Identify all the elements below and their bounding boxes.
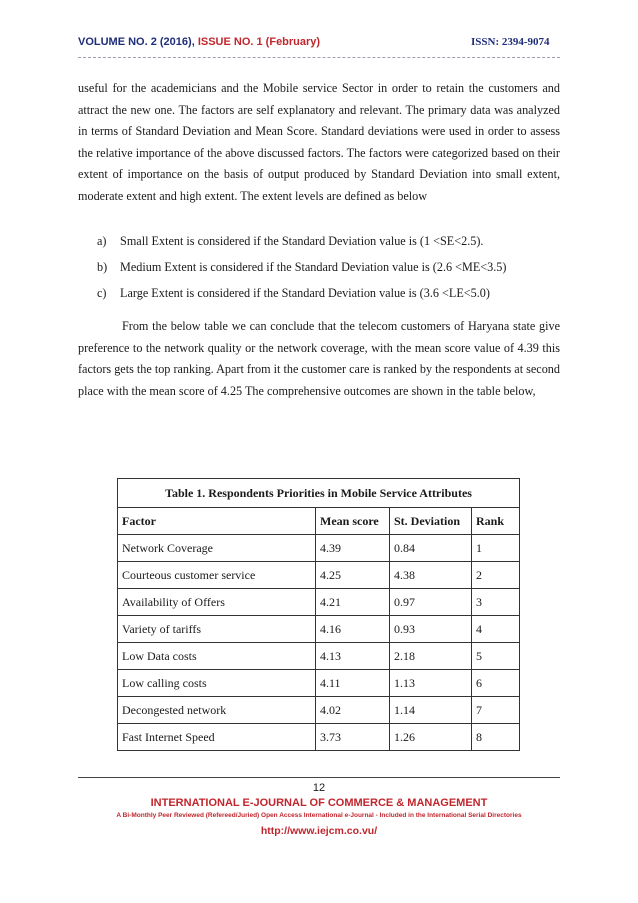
cell-mean: 3.73 [316, 724, 390, 751]
cell-mean: 4.13 [316, 643, 390, 670]
cell-sd: 2.18 [390, 643, 472, 670]
cell-sd: 0.97 [390, 589, 472, 616]
table-row [118, 589, 520, 616]
issue-label: ISSUE NO. 1 (February) [197, 36, 321, 48]
volume-label: VOLUME NO. 2 (2016), [78, 36, 195, 48]
cell-factor: Fast Internet Speed [118, 724, 316, 751]
cell-mean: 4.11 [316, 670, 390, 697]
cell-factor: Variety of tariffs [118, 616, 316, 643]
cell-factor: Courteous customer service [118, 562, 316, 589]
journal-title: INTERNATIONAL E-JOURNAL OF COMMERCE & MANAGEMENT [150, 797, 488, 809]
cell-rank: 8 [472, 724, 520, 751]
cell-rank: 5 [472, 643, 520, 670]
cell-factor: Decongested network [118, 697, 316, 724]
col-header-mean: Mean score [316, 508, 390, 535]
list-marker: b) [97, 260, 108, 274]
footer-divider [78, 777, 560, 778]
cell-rank: 2 [472, 562, 520, 589]
cell-sd: 0.84 [390, 535, 472, 562]
cell-factor: Availability of Offers [118, 589, 316, 616]
cell-sd: 0.93 [390, 616, 472, 643]
list-marker: c) [97, 286, 107, 300]
table-row [118, 535, 520, 562]
running-header [78, 36, 560, 56]
table-row [118, 616, 520, 643]
col-header-sd: St. Deviation [390, 508, 472, 535]
journal-url[interactable]: http://www.iejcm.co.vu/ [260, 825, 378, 837]
col-header-rank: Rank [472, 508, 520, 535]
cell-factor: Low calling costs [118, 670, 316, 697]
paragraph-2: From the below table we can conclude that the telecom customers of Haryana state give preference to the network quality or the network coverage, with the mean score value of 4.39 this factors gets the top ranking. Apart from it the customer care is ranked by the respondents at second place with the mean score of 4.25 The comprehensive outcomes are shown in the table below, [78, 319, 560, 398]
list-text: Medium Extent is considered if the Standard Deviation value is (2.6 <ME<3.5) [120, 260, 507, 274]
table-row [118, 724, 520, 751]
cell-rank: 3 [472, 589, 520, 616]
cell-mean: 4.16 [316, 616, 390, 643]
header-divider [78, 57, 560, 58]
volume-issue [78, 36, 320, 48]
list-item [97, 228, 506, 254]
table-row [118, 670, 520, 697]
cell-sd: 1.26 [390, 724, 472, 751]
list-text: Large Extent is considered if the Standard Deviation value is (3.6 <LE<5.0) [120, 286, 490, 300]
extent-list [97, 228, 506, 306]
list-marker: a) [97, 234, 107, 248]
paragraph-1: useful for the academicians and the Mobile service Sector in order to retain the customers and attract the new one. The factors are self explanatory and relevant. The primary data was analyzed in terms of Standard Deviation and Mean Score. Standard deviations were used in order to assess the relative importance of the above discussed factors. The factors were categorized based on their extent of importance on the basis of output produced by Standard Deviation into small extent, moderate extent and high extent. The extent levels are defined as below [78, 81, 560, 203]
cell-rank: 7 [472, 697, 520, 724]
table-row [118, 697, 520, 724]
list-item [97, 254, 506, 280]
cell-rank: 4 [472, 616, 520, 643]
cell-sd: 1.13 [390, 670, 472, 697]
table-header-row [118, 508, 520, 535]
cell-factor: Network Coverage [118, 535, 316, 562]
list-text: Small Extent is considered if the Standard Deviation value is (1 <SE<2.5). [120, 234, 484, 248]
cell-mean: 4.25 [316, 562, 390, 589]
cell-rank: 1 [472, 535, 520, 562]
cell-sd: 1.14 [390, 697, 472, 724]
col-header-factor: Factor [118, 508, 316, 535]
cell-factor: Low Data costs [118, 643, 316, 670]
journal-subtitle: A Bi-Monthly Peer Reviewed (Refereed/Juried) Open Access International e-Journal - Included in the International Serial Directories [116, 812, 522, 819]
cell-rank: 6 [472, 670, 520, 697]
list-item [97, 280, 506, 306]
page-number: 12 [312, 782, 326, 794]
cell-mean: 4.21 [316, 589, 390, 616]
cell-mean: 4.39 [316, 535, 390, 562]
cell-sd: 4.38 [390, 562, 472, 589]
table-row [118, 562, 520, 589]
priorities-table [117, 478, 520, 751]
table-caption: Table 1. Respondents Priorities in Mobile Service Attributes [118, 479, 520, 508]
issn-label: ISSN: 2394-9074 [471, 36, 550, 48]
cell-mean: 4.02 [316, 697, 390, 724]
table-row [118, 643, 520, 670]
